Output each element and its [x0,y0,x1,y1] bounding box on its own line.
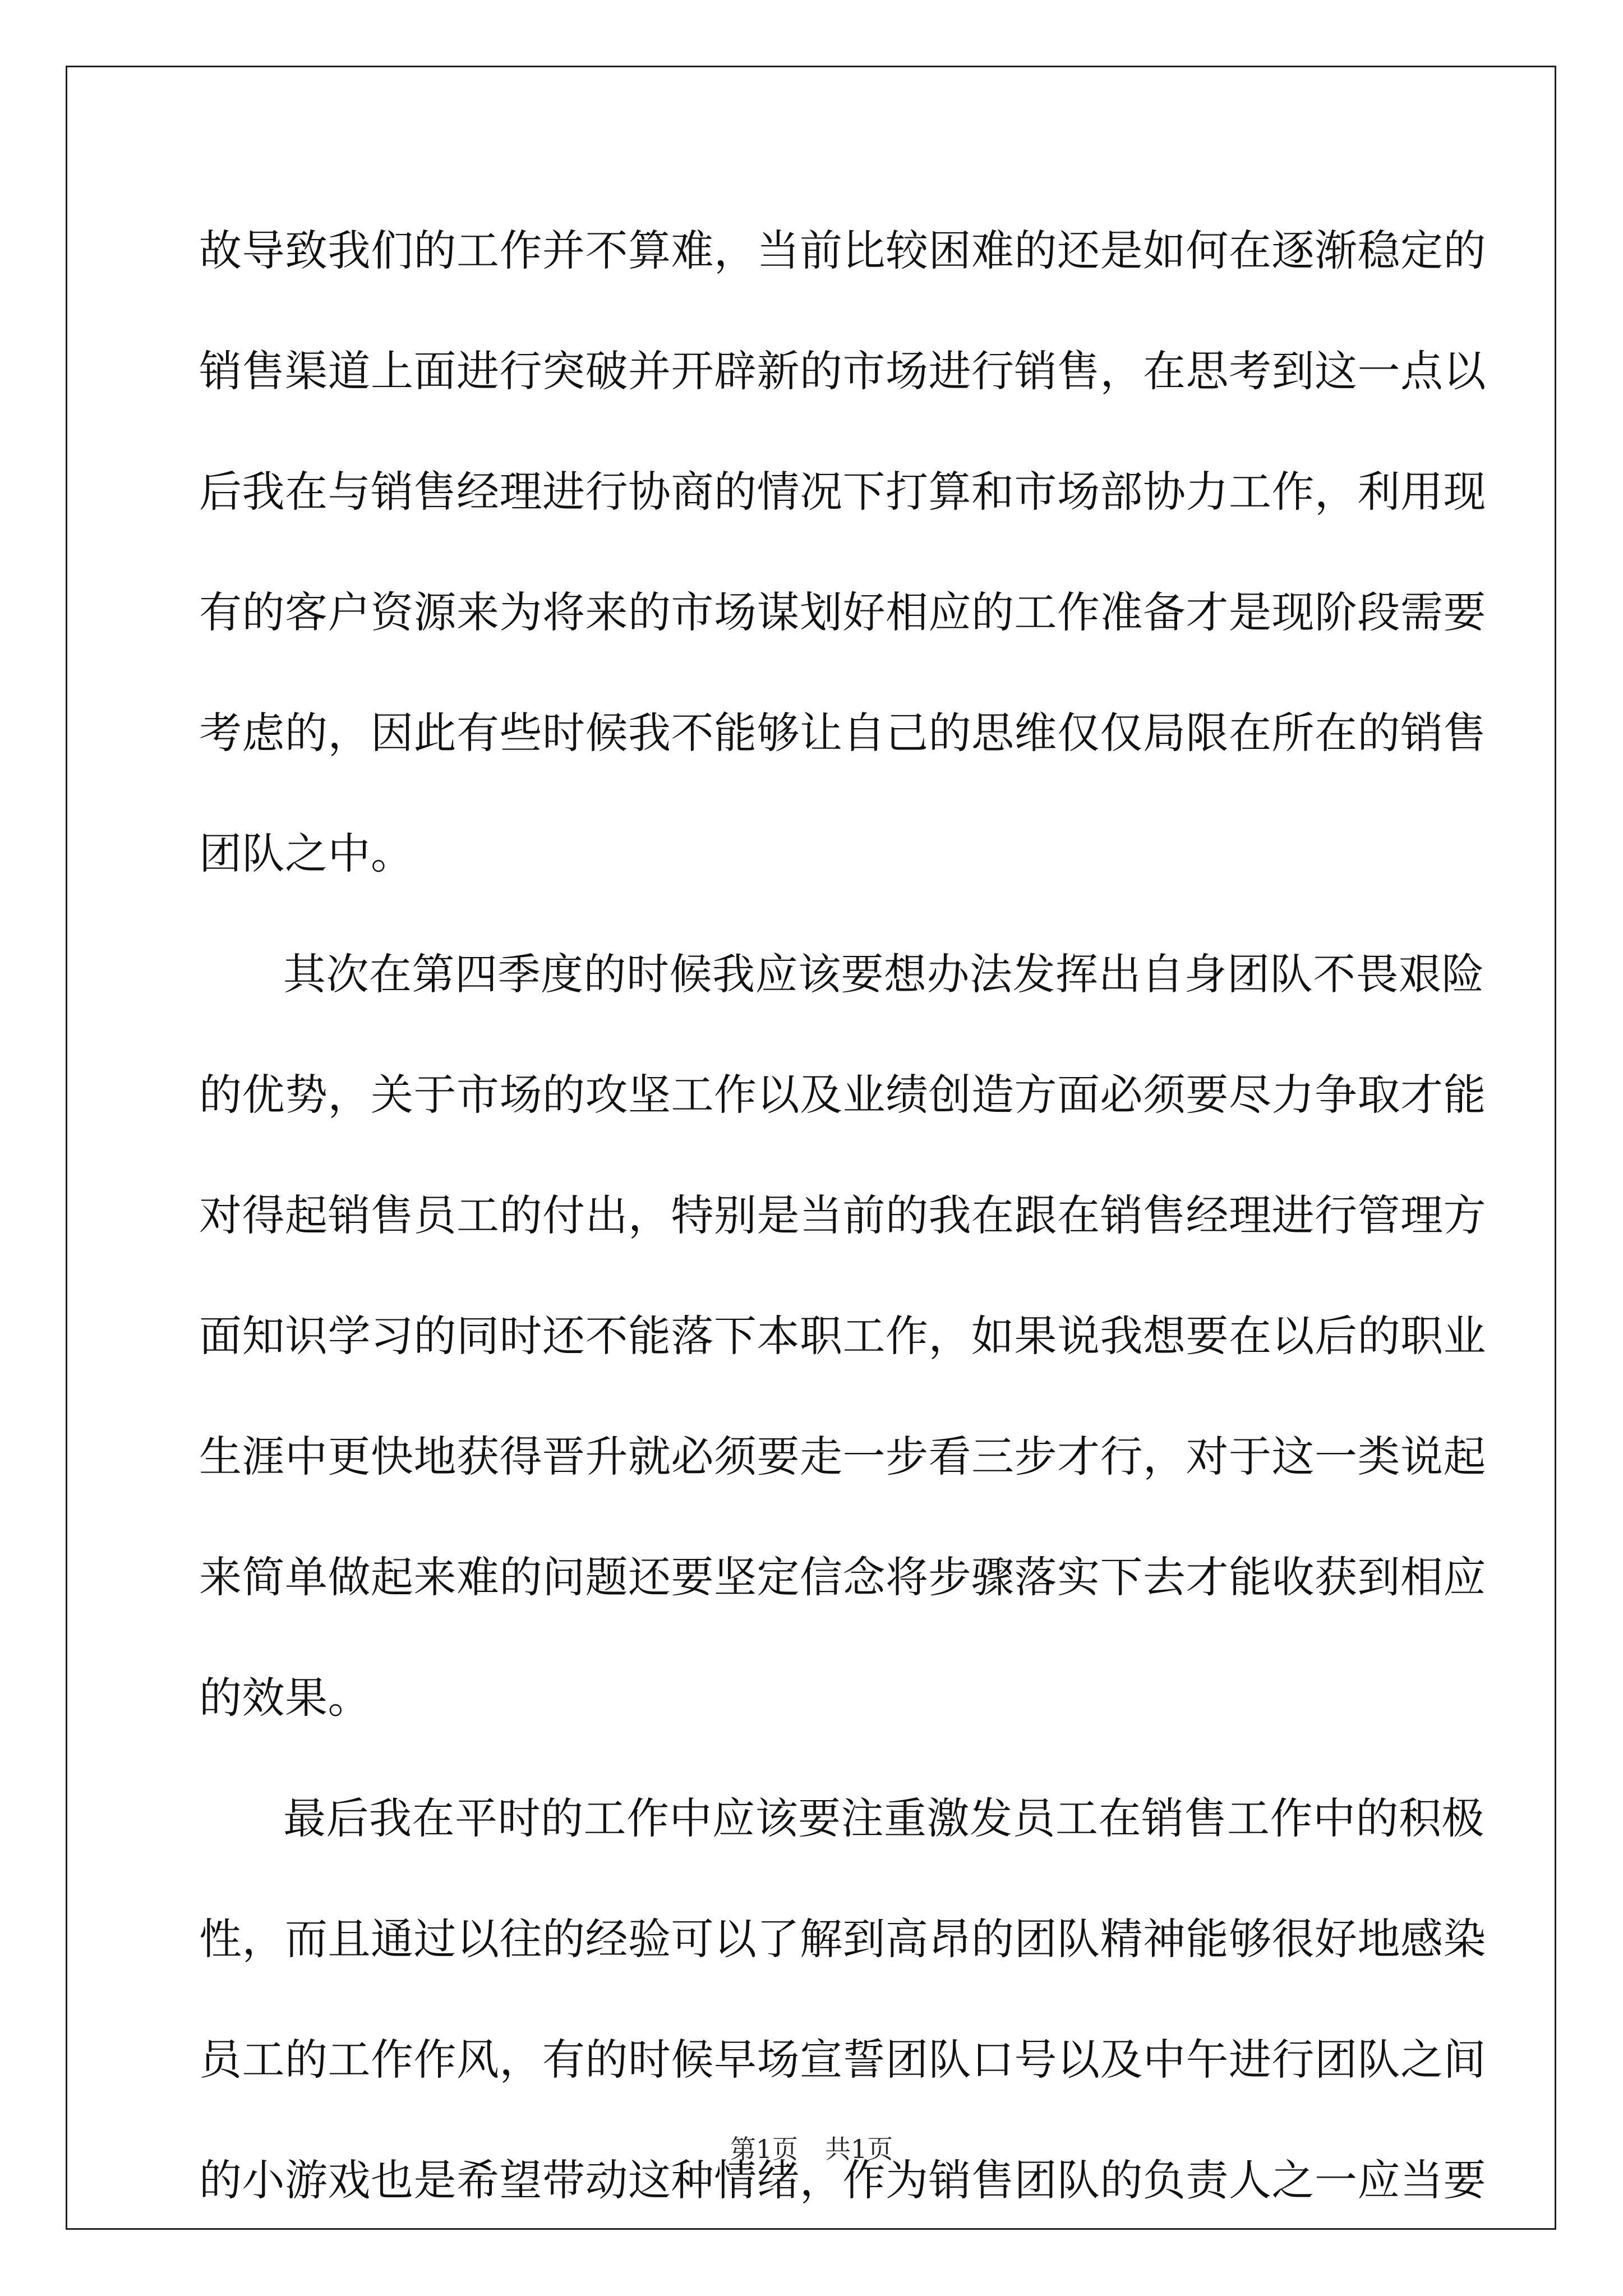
text-line: 后我在与销售经理进行协商的情况下打算和市场部协力工作，利用现 [199,467,1486,517]
text-line: 销售渠道上面进行突破并开辟新的市场进行销售，在思考到这一点以 [199,346,1486,396]
text-line: 面知识学习的同时还不能落下本职工作，如果说我想要在以后的职业 [199,1311,1486,1361]
text-line: 的优势，关于市场的攻坚工作以及业绩创造方面必须要尽力争取才能 [199,1070,1486,1120]
text-line: 来简单做起来难的问题还要坚定信念将步骤落实下去才能收获到相应 [199,1552,1486,1602]
paragraph-first-line: 其次在第四季度的时候我应该要想办法发挥出自身团队不畏艰险 [283,949,1484,999]
paragraph-first-line: 最后我在平时的工作中应该要注重激发员工在销售工作中的积极 [283,1793,1484,1843]
document-body [199,213,1486,2263]
text-line: 的小游戏也是希望带动这种情绪，作为销售团队的负责人之一应当要 [199,2155,1486,2205]
text-line: 对得起销售员工的付出，特别是当前的我在跟在销售经理进行管理方 [199,1190,1486,1240]
text-line: 考虑的，因此有些时候我不能够让自己的思维仅仅局限在所在的销售 [199,708,1486,758]
page-total: 共1页 [825,2134,893,2164]
text-line: 性，而且通过以往的经验可以了解到高昂的团队精神能够很好地感染 [199,1914,1486,1964]
text-line: 生涯中更快地获得晋升就必须要走一步看三步才行，对于这一类说起 [199,1432,1486,1481]
text-line: 有的客户资源来为将来的市场谋划好相应的工作准备才是现阶段需要 [199,587,1486,637]
text-line: 团队之中。 [199,829,414,878]
text-line: 的效果。 [199,1673,371,1723]
text-line: 故导致我们的工作并不算难，当前比较困难的还是如何在逐渐稳定的 [199,226,1486,275]
text-line: 员工的工作作风，有的时候早场宣誓团队口号以及中午进行团队之间 [199,2035,1486,2085]
page-number: 第1页 [730,2134,798,2164]
page-footer [0,2129,1623,2166]
